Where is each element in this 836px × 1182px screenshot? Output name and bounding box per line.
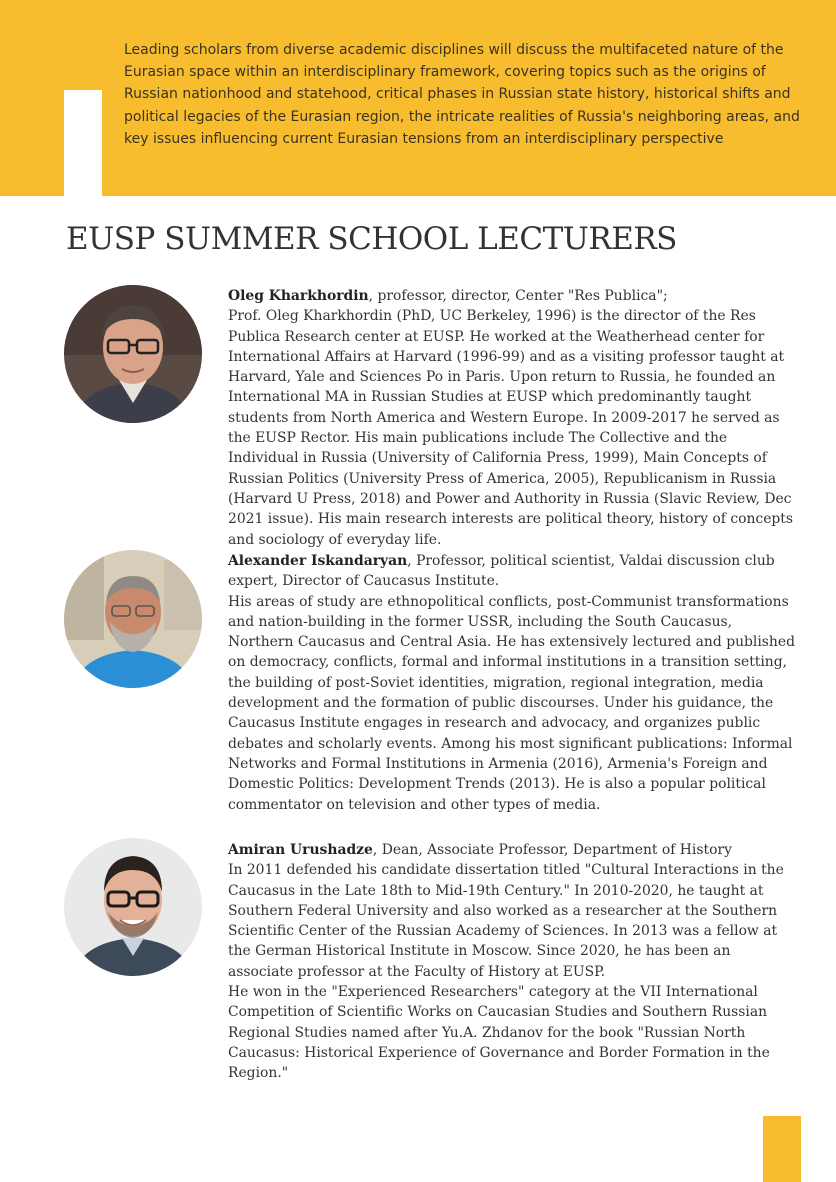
avatar: [64, 285, 202, 423]
lecturer-bio-text: Prof. Oleg Kharkhordin (PhD, UC Berkeley, 1996) is the director of the Res Publica Research center at EUSP. He worked at the Weatherhead center for International Affairs at Harvard (1996-99) and as a visiting professor taught at Harvard, Yale and Sciences Po in Paris. Upon return to Russia, he founded an International MA in Russian Studies at EUSP which predominantly taught students from North America and Western Europe. In 2009-2017 he served as the EUSP Rector. His main publications include The Collective and the Individual in Russia (University of California Press, 1999), Main Concepts of Russian Politics (University Press of America, 2005), Republicanism in Russia (Harvard U Press, 2018) and Power and Authority in Russia (Slavic Review, Dec 2021 issue). His main research interests are political theory, history of concepts and sociology of everyday life.: [228, 308, 794, 548]
lecturer-bio-text: In 2011 defended his candidate dissertation titled "Cultural Interactions in the Caucasus in the Late 18th to Mid-19th Century." In 2010-2020, he taught at Southern Federal University and also worked as a researcher at the Southern Scientific Center of the Russian Academy of Sciences. In 2013 was a fellow at the German Historical Institute in Moscow. Since 2020, he has been an associate professor at the Faculty of History at EUSP.: [228, 862, 784, 980]
intro-banner: [0, 0, 836, 196]
section-title: EUSP SUMMER SCHOOL LECTURERS: [66, 221, 677, 257]
lecturer-bio-text: His areas of study are ethnopolitical conflicts, post-Communist transformations and nation-building in the former USSR, including the South Caucasus, Northern Caucasus and Central Asia. He has extensively lectured and published on democracy, conflicts, formal and informal institutions in a transition setting, the building of post-Soviet identities, migration, regional integration, media development and the formation of public discourses. Under his guidance, the Caucasus Institute engages in research and advocacy, and organizes public debates and scholarly events. Among his most significant publications: Informal Networks and Formal Institutions in Armenia (2016), Armenia's Foreign and Domestic Politics: Development Trends (2013). He is also a popular political commentator on television and other types of media.: [228, 593, 795, 813]
portrait-photo: [64, 550, 202, 688]
lecturer-bio: [228, 840, 796, 1084]
lecturer-bio: [228, 551, 796, 815]
lecturer-role: , Professor, political scientist, Valdai discussion club expert, Director of Caucasus Institute.: [228, 553, 775, 590]
banner-accent-bar: [64, 90, 102, 196]
lecturer-role: , Dean, Associate Professor, Department of History: [372, 842, 732, 858]
lecturer-name: Oleg Kharkhordin: [228, 288, 369, 304]
lecturer-name: Amiran Urushadze: [228, 842, 373, 858]
lecturer-name: Alexander Iskandaryan: [228, 553, 408, 569]
avatar: [64, 550, 202, 688]
intro-text: Leading scholars from diverse academic disciplines will discuss the multifaceted nature of the Eurasian space within an interdisciplinary framework, covering topics such as the origins of Russian nationhood and statehood, critical phases in Russian state history, historical shifts and political legacies of the Eurasian region, the intricate realities of Russia's neighboring areas, and key issues influencing current Eurasian tensions from an interdisciplinary perspective: [124, 42, 800, 147]
portrait-photo: [64, 838, 202, 976]
corner-accent-block: [763, 1116, 801, 1182]
avatar: [64, 838, 202, 976]
lecturer-bio-text-2: He won in the "Experienced Researchers" category at the VII International Competition of Scientific Works on Caucasian Studies and Southern Russian Regional Studies named after Yu.A. Zhdanov for the book "Russian North Caucasus: Historical Experience of Governance and Border Formation in the Region.": [228, 984, 770, 1082]
lecturer-bio: [228, 286, 796, 550]
lecturer-role: , professor, director, Center "Res Publica";: [368, 288, 668, 304]
portrait-photo: [64, 285, 202, 423]
